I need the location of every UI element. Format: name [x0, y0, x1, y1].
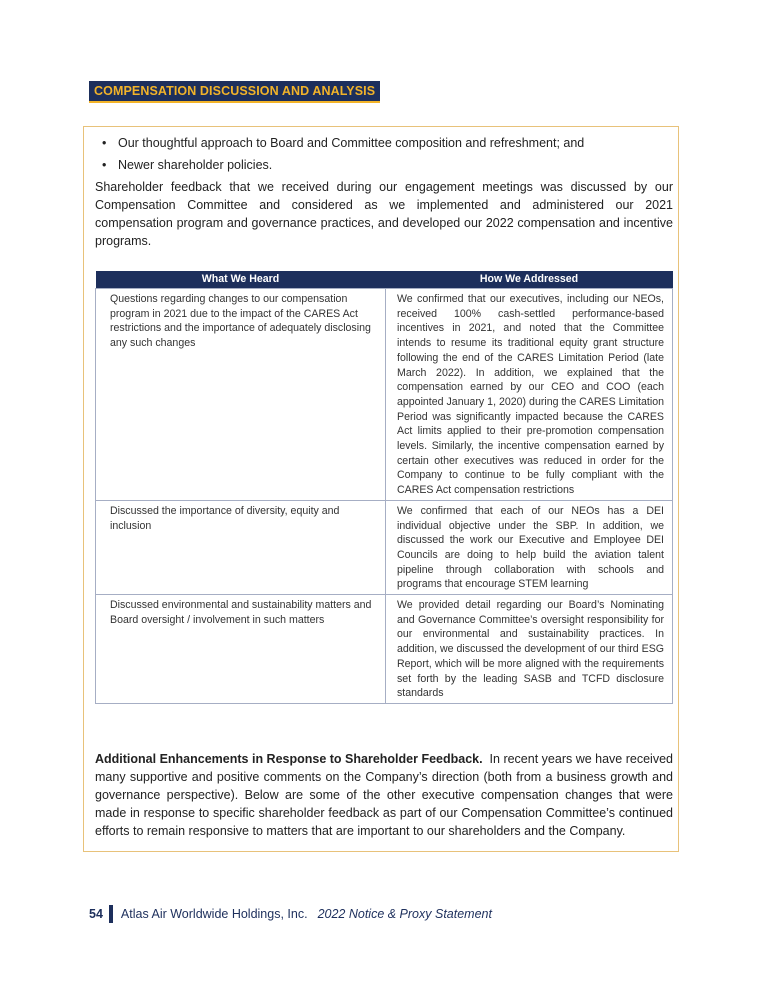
- heard-cell: Discussed environmental and sustainability matters and Board oversight / involvement in such matters: [96, 595, 386, 704]
- column-header-heard: What We Heard: [96, 271, 386, 289]
- bullet-item: [98, 154, 668, 176]
- bullet-dot-icon: •: [102, 158, 107, 172]
- feedback-table: [95, 271, 673, 704]
- column-header-addressed: How We Addressed: [386, 271, 673, 289]
- table-row: [96, 289, 673, 501]
- bullet-text: Our thoughtful approach to Board and Committee composition and refreshment; and: [118, 136, 585, 150]
- bullet-dot-icon: •: [102, 136, 107, 150]
- closing-text: In recent years we have received many supportive and positive comments on the Company’s direction (both from a business growth and governance perspective). Below are some of the other executive compensation changes that were made in response to specific shareholder feedback as part of our Compensation Committee’s continued efforts to remain responsive to matters that are important to our shareholders and the Company.: [95, 752, 673, 838]
- heard-cell: Questions regarding changes to our compensation program in 2021 due to the impact of the CARES Act restrictions and the importance of adequately disclosing any such changes: [96, 289, 386, 501]
- heard-cell: Discussed the importance of diversity, equity and inclusion: [96, 500, 386, 594]
- table-row: [96, 595, 673, 704]
- addressed-cell: We confirmed that our executives, including our NEOs, received 100% cash-settled performance-based incentives in 2021, and noted that the Committee intends to resume its traditional equity grant structure following the end of the CARES Limitation Period (late March 2022). In addition, we explained that the compensation earned by our CEO and COO (each appointed January 1, 2020) during the CARES Limitation Period was significantly impacted because the CARES Act limits applied to their pre-promotion compensation levels. Similarly, the incentive compensation earned by certain other executives was reduced in order for the Company to continue to be fully compliant with the CARES Act compensation restrictions: [386, 289, 673, 501]
- footer-divider: [109, 905, 113, 923]
- closing-paragraph: [95, 750, 673, 840]
- section-title: COMPENSATION DISCUSSION AND ANALYSIS: [89, 81, 380, 101]
- bullet-list: [98, 132, 668, 176]
- closing-lead: Additional Enhancements in Response to Shareholder Feedback.: [95, 752, 483, 766]
- page-footer: [89, 905, 492, 923]
- table-row: [96, 500, 673, 594]
- addressed-cell: We confirmed that each of our NEOs has a DEI individual objective under the SBP. In addition, we discussed the work our Executive and Employee DEI Councils are doing to help build the aviation talent pipeline through collaboration with schools and programs that encourage STEM learning: [386, 500, 673, 594]
- table-header-row: [96, 271, 673, 289]
- intro-paragraph: Shareholder feedback that we received during our engagement meetings was discussed by our Compensation Committee and considered as we implemented and administered our 2021 compensation program and governance practices, and developed our 2022 compensation and incentive programs.: [95, 180, 673, 248]
- bullet-item: [98, 132, 668, 154]
- addressed-cell: We provided detail regarding our Board’s Nominating and Governance Committee’s oversight responsibility for our environmental and sustainability practices. In addition, we discussed the development of our third ESG Report, which will be more aligned with the requirements set forth by the leading SASB and TCFD disclosure standards: [386, 595, 673, 704]
- page-number: 54: [89, 907, 103, 921]
- footer-company: Atlas Air Worldwide Holdings, Inc.: [120, 907, 308, 921]
- bullet-text: Newer shareholder policies.: [118, 158, 273, 172]
- footer-document-title: 2022 Notice & Proxy Statement: [317, 907, 492, 921]
- content-frame: [83, 126, 679, 852]
